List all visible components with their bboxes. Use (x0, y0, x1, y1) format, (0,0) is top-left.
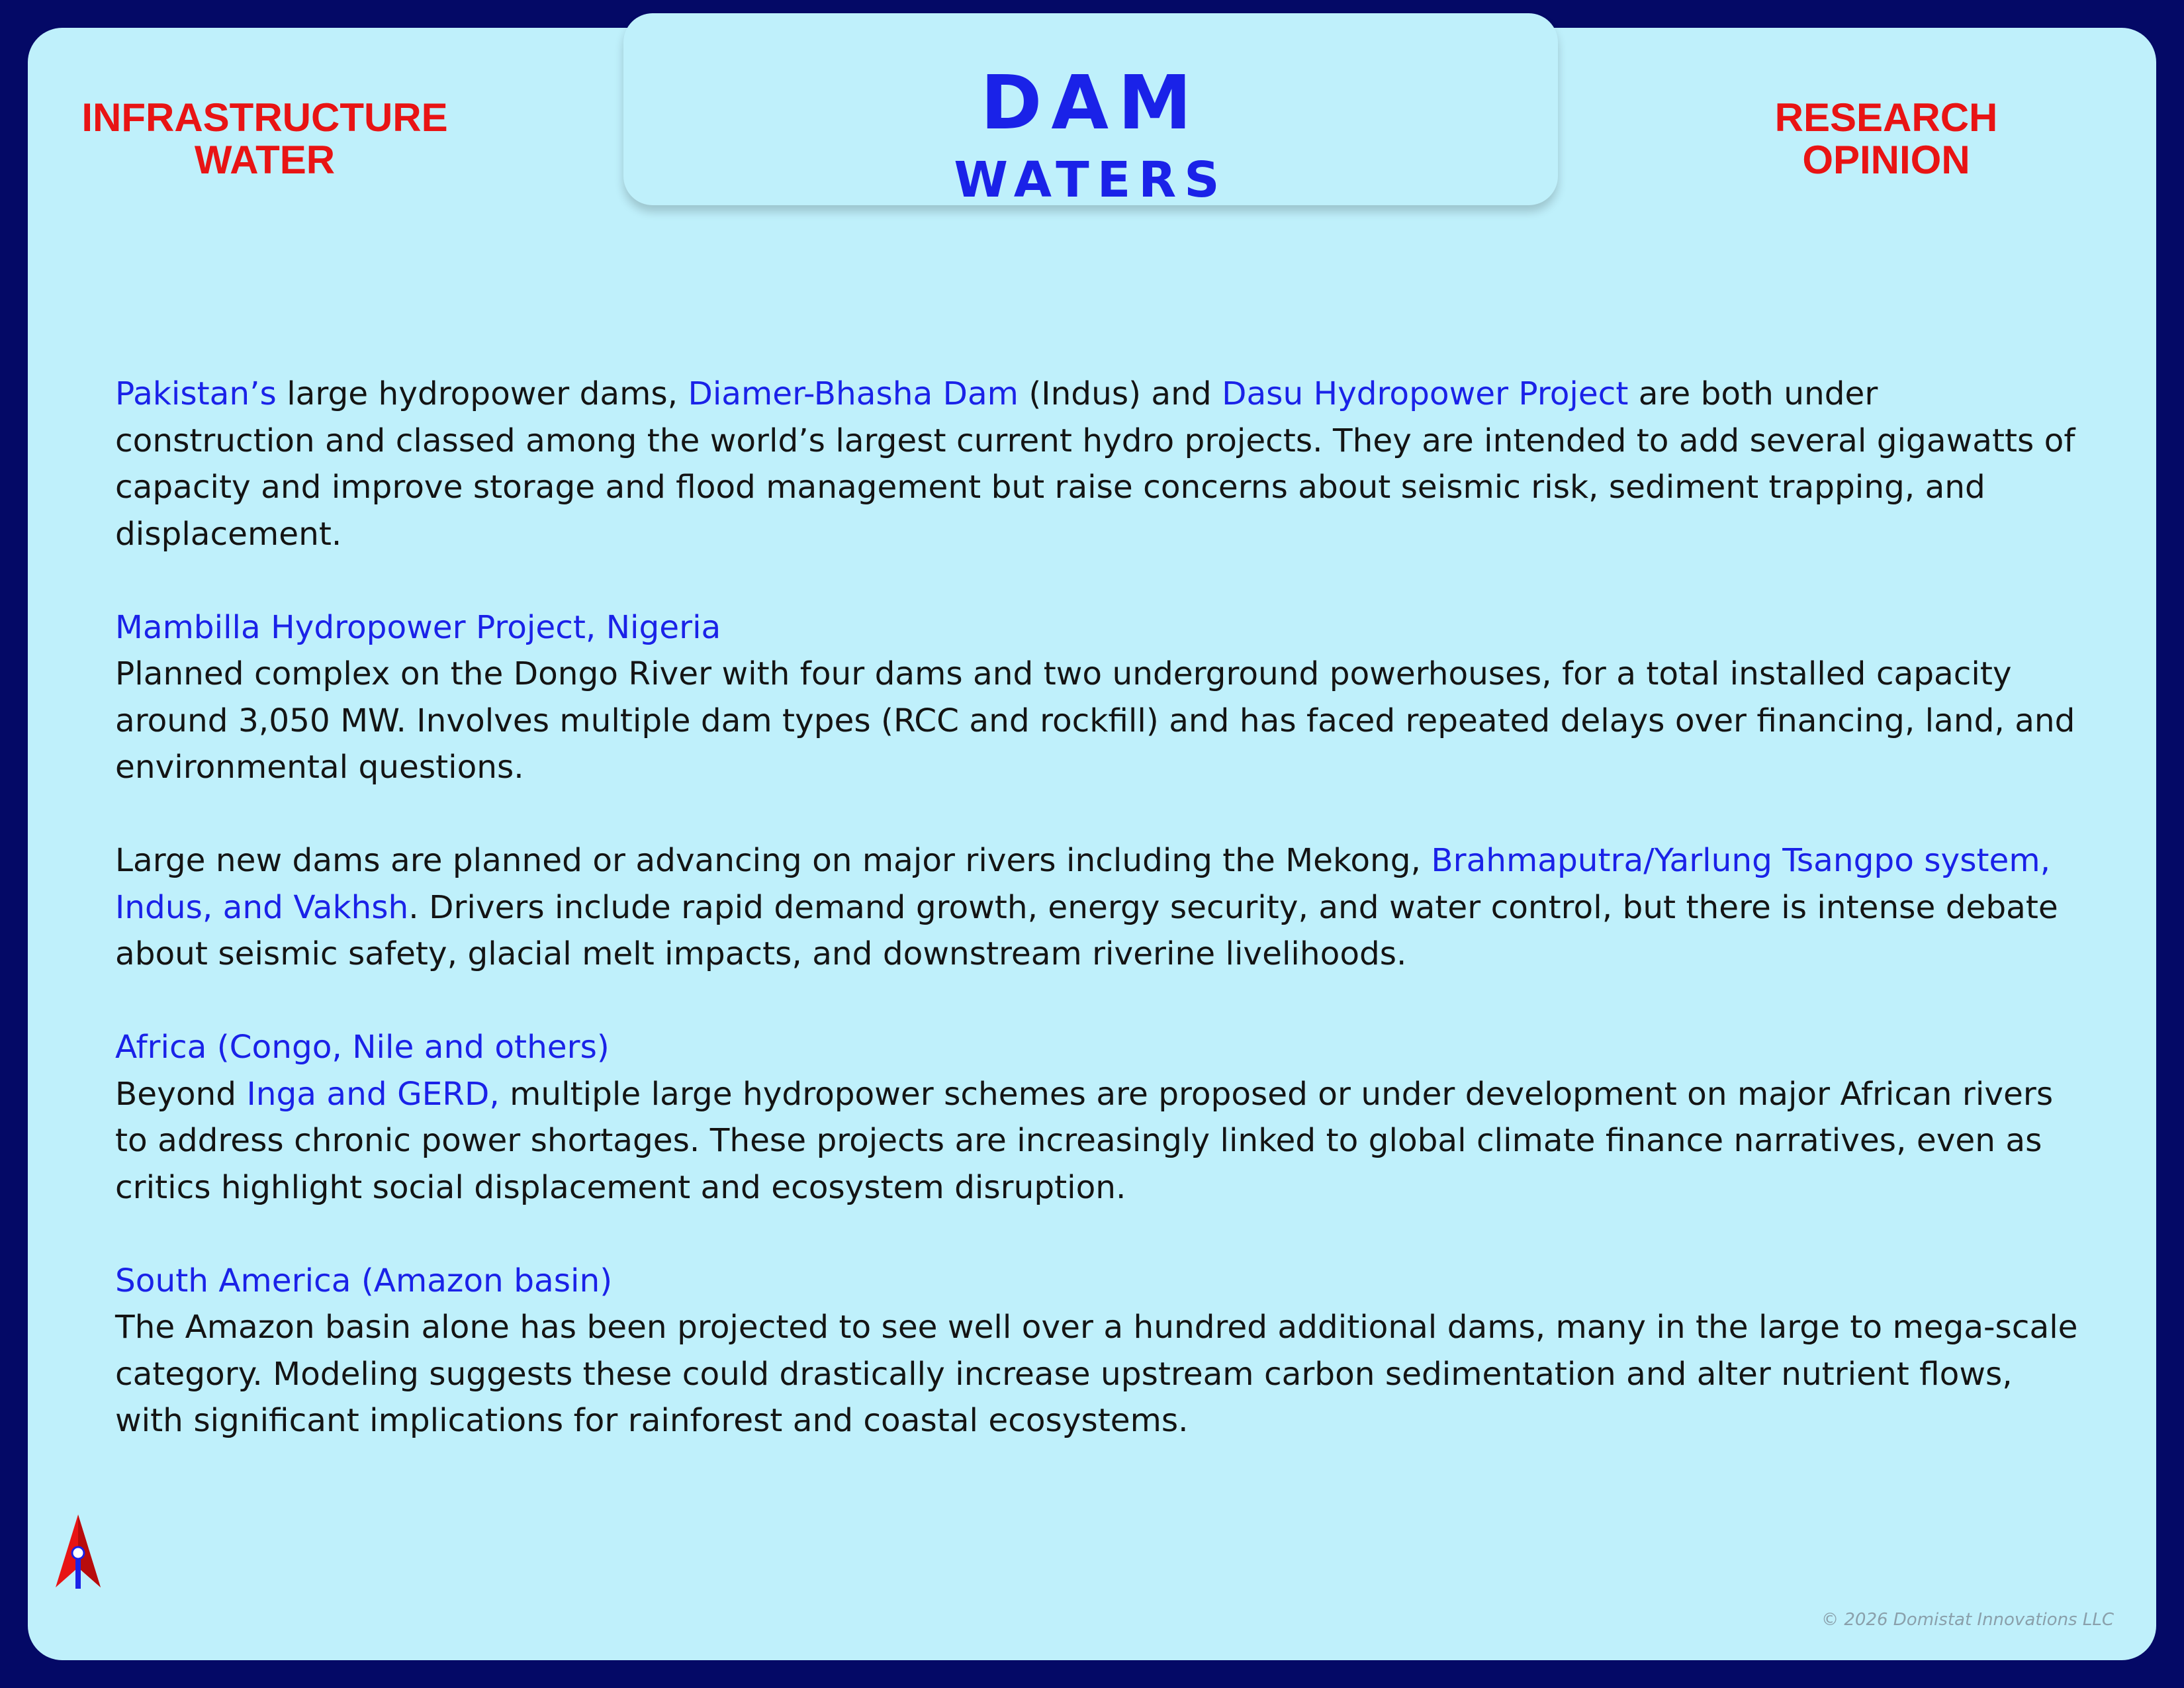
paragraph-text: multiple large hydropower schemes are proposed or under development on major African rivers to address chronic power shortages. These projects are increasingly linked to global climate finance narratives, even as critics highlight social displacement and ecosystem disruption. (115, 1075, 2054, 1206)
type-line-1: RESEARCH (1774, 95, 1998, 140)
section-heading: Africa (Congo, Nile and others) (115, 1029, 610, 1066)
highlighted-text: Pakistan’s (115, 375, 277, 412)
highlighted-text: Brahmaputra/Yarlung Tsangpo system, Indus, and Vakhsh (115, 842, 2051, 926)
paragraph-text: The Amazon basin alone has been projected to see well over a hundred additional dams, many in the large to mega-scale category. Modeling suggests these could drastically increase upstream carbon sedimentation and alter nutrient flows, with significant implications for rainforest and coastal ecosystems. (115, 1309, 2078, 1439)
paragraph-text: Planned complex on the Dongo River with four dams and two underground powerhouses, for a total installed capacity around 3,050 MW. Involves multiple dam types (RCC and rockfill) and has faced repeated delays over financing, land, and environmental questions. (115, 655, 2075, 786)
paragraph-text: Large new dams are planned or advancing on major rivers including the Mekong, (115, 842, 1432, 879)
article-paragraph (115, 604, 2087, 791)
highlighted-text: Dasu Hydropower Project (1222, 375, 1629, 412)
category-label (66, 97, 463, 181)
section-heading: Mambilla Hydropower Project, Nigeria (115, 608, 721, 646)
paragraph-text: are both under construction and classed among the world’s largest current hydro projects. They are intended to add several gigawatts of capacity and improve storage and flood management but raise concerns about seismic risk, sediment trapping, and displacement. (115, 375, 2075, 553)
article-body (115, 371, 2087, 1491)
article-paragraph (115, 1024, 2087, 1211)
paragraph-text: large hydropower dams, (276, 375, 688, 412)
type-label (1688, 97, 2085, 181)
highlighted-text: Diamer-Bhasha Dam (688, 375, 1019, 412)
a-logo-icon (52, 1511, 105, 1590)
paragraph-text: . Drivers include rapid demand growth, energy security, and water control, but there is intense debate about seismic safety, glacial melt impacts, and downstream riverine livelihoods. (115, 888, 2058, 972)
page-title: DAM (980, 60, 1201, 146)
category-line-2: WATER (194, 138, 336, 182)
article-paragraph (115, 371, 2087, 557)
type-line-2: OPINION (1802, 138, 1970, 182)
article-paragraph (115, 1258, 2087, 1444)
paragraph-text: Beyond (115, 1075, 247, 1113)
title-tab (623, 13, 1558, 209)
page-subtitle: WATERS (954, 152, 1228, 209)
highlighted-text: Inga and GERD, (246, 1075, 500, 1113)
article-paragraph (115, 837, 2087, 978)
section-heading: South America (Amazon basin) (115, 1262, 613, 1299)
paragraph-text: (Indus) and (1018, 375, 1222, 412)
copyright-text: © 2026 Domistat Innovations LLC (1821, 1610, 2114, 1630)
category-line-1: INFRASTRUCTURE (81, 95, 448, 140)
